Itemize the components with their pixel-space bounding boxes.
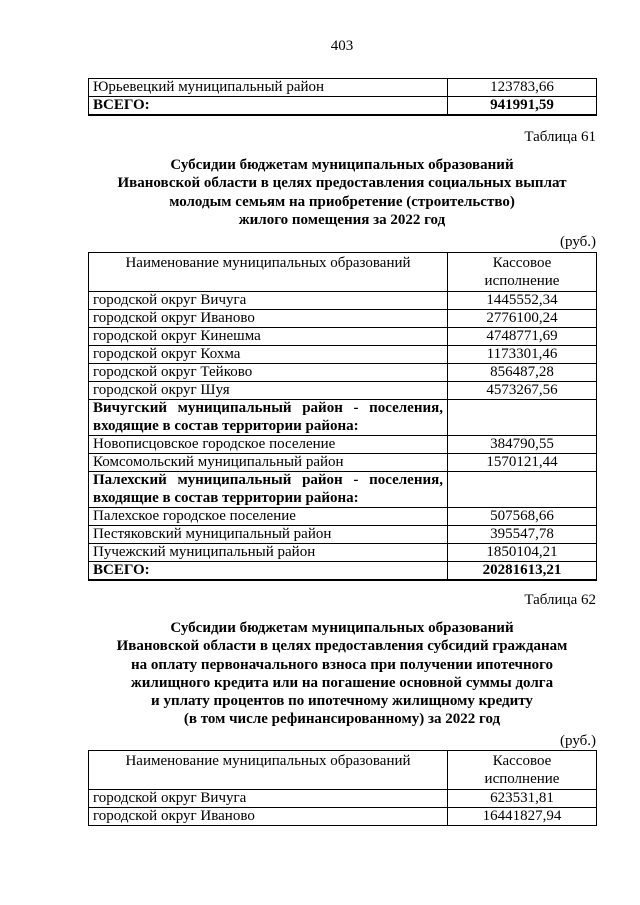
- total-row: [89, 97, 597, 116]
- amount-cell: 16441827,94: [448, 808, 597, 826]
- table61: [88, 252, 597, 581]
- header-value-cell: [448, 253, 597, 292]
- municipality-name-cell: городской округ Тейково: [89, 364, 448, 382]
- table-row: [89, 328, 597, 346]
- group-header-row: [89, 472, 597, 508]
- table62-title-line: и уплату процентов по ипотечному жилищному кредиту: [151, 693, 533, 710]
- header-value-line: исполнение: [484, 272, 560, 289]
- amount-cell: 4573267,56: [448, 382, 597, 400]
- municipality-name-cell: Палехское городское поселение: [89, 508, 448, 526]
- table62-title-line: на оплату первоначального взноса при получении ипотечного: [130, 656, 554, 673]
- group-header-line: входящие в состав территории района:: [93, 417, 359, 434]
- group-header-row: [89, 400, 597, 436]
- table61-unit: (руб.): [560, 234, 596, 250]
- group-header-line: Палехский муниципальный район - поселения,: [93, 472, 443, 488]
- empty-value-cell: [448, 400, 597, 436]
- continuation-table: [88, 78, 597, 116]
- group-header-cell: [89, 472, 448, 508]
- municipality-name-cell: Пестяковский муниципальный район: [89, 526, 448, 544]
- continuation-table-body: [89, 79, 597, 116]
- table-row: [89, 346, 597, 364]
- table61-body: [89, 253, 597, 581]
- amount-cell: 856487,28: [448, 364, 597, 382]
- municipality-name-cell: Юрьевецкий муниципальный район: [89, 79, 448, 97]
- group-header-cell: [89, 400, 448, 436]
- table-row: [89, 79, 597, 97]
- municipality-name-cell: Новописцовское городское поселение: [89, 436, 448, 454]
- table-row: [89, 808, 597, 826]
- table-row: [89, 508, 597, 526]
- municipality-name-cell: городской округ Вичуга: [89, 292, 448, 310]
- table-row: [89, 292, 597, 310]
- municipality-name-cell: городской округ Иваново: [89, 310, 448, 328]
- amount-cell: 395547,78: [448, 526, 597, 544]
- total-row: [89, 562, 597, 581]
- table62-title-line: Субсидии бюджетам муниципальных образований: [170, 620, 514, 636]
- empty-value-cell: [448, 472, 597, 508]
- total-amount-cell: 941991,59: [448, 97, 597, 116]
- table61-title-line: Субсидии бюджетам муниципальных образований: [170, 157, 514, 173]
- municipality-name-cell: городской округ Вичуга: [89, 790, 448, 808]
- amount-cell: 1445552,34: [448, 292, 597, 310]
- table62-caption: Таблица 62: [524, 592, 596, 608]
- municipality-name-cell: городской округ Иваново: [89, 808, 448, 826]
- amount-cell: 623531,81: [448, 790, 597, 808]
- table-row: [89, 454, 597, 472]
- amount-cell: 1570121,44: [448, 454, 597, 472]
- table62-header-row: [89, 751, 597, 790]
- total-amount-cell: 20281613,21: [448, 562, 597, 581]
- municipality-name-cell: городской округ Кинешма: [89, 328, 448, 346]
- amount-cell: 2776100,24: [448, 310, 597, 328]
- header-name-cell: Наименование муниципальных образований: [89, 751, 448, 790]
- table-row: [89, 382, 597, 400]
- table62-title-line: Ивановской области в целях предоставления субсидий гражданам: [116, 638, 568, 655]
- table62-block: [88, 750, 596, 826]
- total-label-cell: ВСЕГО:: [89, 97, 448, 116]
- table-row: [89, 436, 597, 454]
- municipality-name-cell: Пучежский муниципальный район: [89, 544, 448, 562]
- header-value-line: Кассовое: [492, 255, 552, 271]
- table62-unit: (руб.): [560, 733, 596, 749]
- table-row: [89, 544, 597, 562]
- table61-title-line: молодым семьям на приобретение (строительство): [169, 193, 515, 210]
- municipality-name-cell: Комсомольский муниципальный район: [89, 454, 448, 472]
- header-value-line: исполнение: [484, 770, 560, 787]
- table62-title: [88, 619, 596, 729]
- table62: [88, 750, 597, 826]
- header-name-cell: Наименование муниципальных образований: [89, 253, 448, 292]
- municipality-name-cell: городской округ Кохма: [89, 346, 448, 364]
- table62-title-line: (в том числе рефинансированному) за 2022 год: [183, 711, 501, 728]
- table61-block: [88, 252, 596, 581]
- table61-title-line: жилого помещения за 2022 год: [238, 211, 446, 228]
- continuation-table-block: [88, 78, 596, 116]
- table61-caption: Таблица 61: [524, 129, 596, 145]
- amount-cell: 1173301,46: [448, 346, 597, 364]
- total-label-cell: ВСЕГО:: [89, 562, 448, 581]
- table62-title-line: жилищного кредита или на погашение основной суммы долга: [130, 674, 554, 691]
- page-number: 403: [330, 38, 354, 54]
- amount-cell: 4748771,69: [448, 328, 597, 346]
- table61-title-line: Ивановской области в целях предоставления социальных выплат: [117, 175, 567, 192]
- amount-cell: 384790,55: [448, 436, 597, 454]
- header-value-line: Кассовое: [492, 753, 552, 769]
- amount-cell: 123783,66: [448, 79, 597, 97]
- amount-cell: 1850104,21: [448, 544, 597, 562]
- header-value-cell: [448, 751, 597, 790]
- amount-cell: 507568,66: [448, 508, 597, 526]
- table61-header-row: [89, 253, 597, 292]
- municipality-name-cell: городской округ Шуя: [89, 382, 448, 400]
- table-row: [89, 364, 597, 382]
- table61-title: [88, 156, 596, 229]
- group-header-line: Вичугский муниципальный район - поселения,: [93, 400, 443, 416]
- group-header-line: входящие в состав территории района:: [93, 489, 359, 506]
- table-row: [89, 790, 597, 808]
- table62-body: [89, 751, 597, 826]
- table-row: [89, 526, 597, 544]
- table-row: [89, 310, 597, 328]
